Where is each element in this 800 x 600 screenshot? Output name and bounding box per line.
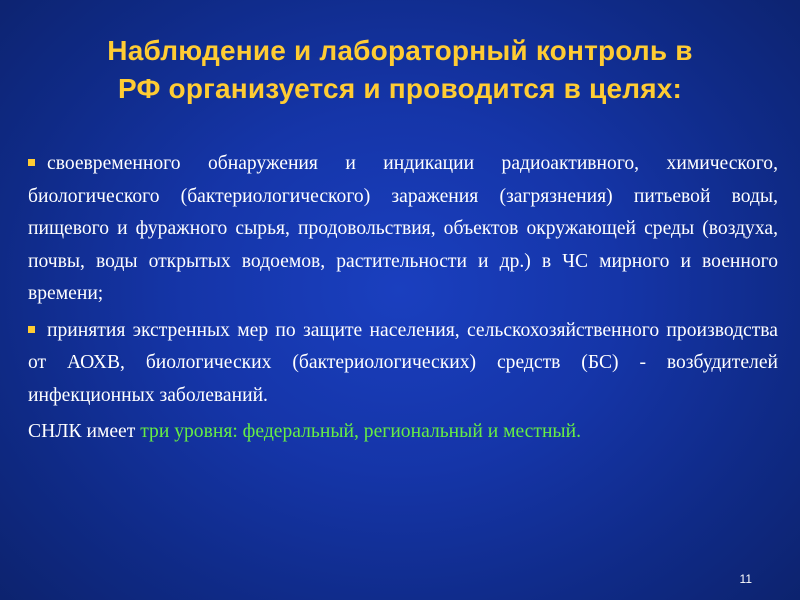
bullet-item-1: [28, 148, 778, 311]
slide-title-line-2: РФ организуется и проводится в целях:: [117, 73, 683, 104]
bullet-text-2: принятия экстренных мер по защите населения, сельскохозяйственного производства от АОХВ, биологических (бактериологических) средств (БС) - возбудителей инфекционных заболеваний.: [28, 319, 778, 406]
square-bullet-icon: [28, 326, 35, 333]
square-bullet-icon: [28, 159, 35, 166]
bullet-text-1: своевременного обнаружения и индикации радиоактивного, химического, биологического (бактериологического) заражения (загрязнения) питьевой воды, пищевого и фуражного сырья, продовольствия, объектов окружающей среды (воздуха, почвы, воды открытых водоемов, растительности и др.) в ЧС мирного и военного времени;: [28, 153, 778, 304]
bullet-item-2: [28, 315, 778, 413]
summary-prefix: СНЛК имеет: [28, 421, 141, 442]
slide-title-line-1: Наблюдение и лабораторный контроль в: [107, 35, 693, 66]
slide-body: [28, 148, 778, 449]
summary-accent: три уровня: федеральный, региональный и местный.: [140, 421, 581, 442]
slide-title: [40, 32, 760, 108]
summary-line: [28, 416, 778, 449]
page-number: 11: [739, 572, 752, 586]
